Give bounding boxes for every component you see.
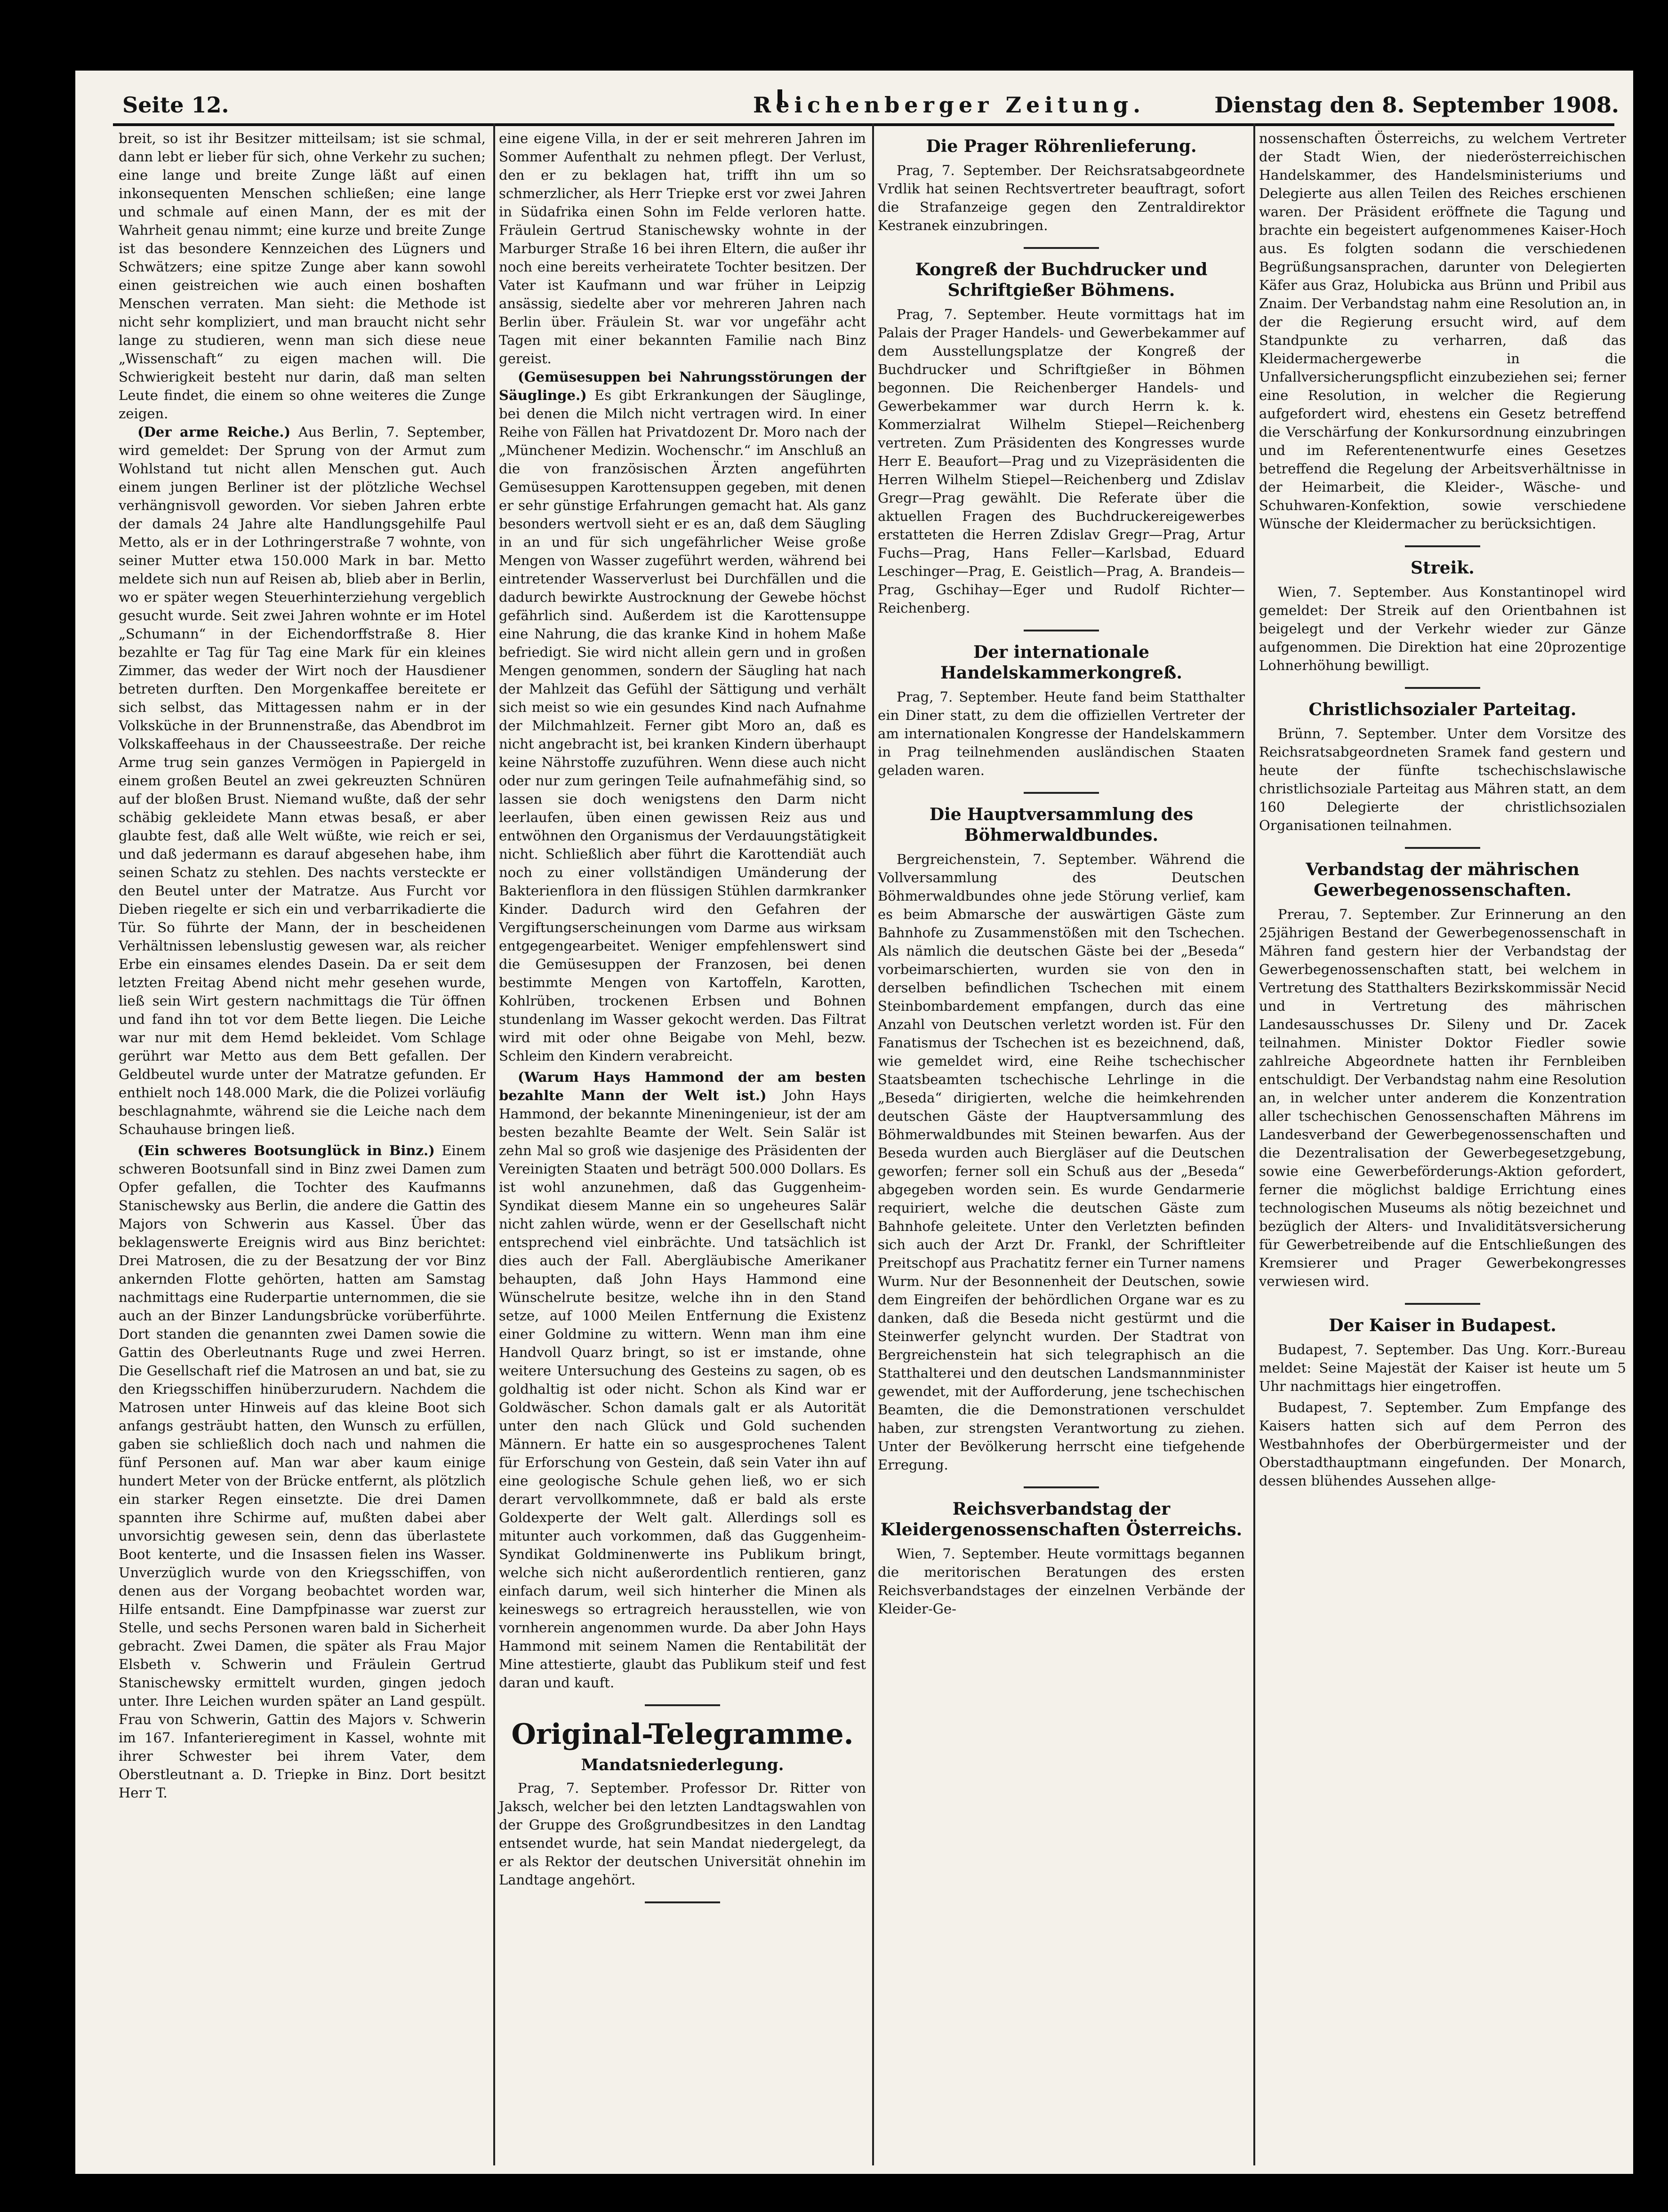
- article-headline: Der internationale Handelskammerkongreß.: [940, 642, 1182, 683]
- article-paragraph: [119, 423, 486, 1139]
- header-rule: [113, 123, 1614, 126]
- article-body: Budapest, 7. September. Zum Empfange des Kaisers hatten sich auf dem Perron des Westbahnhofes der Oberbürgermeister und der Oberstadthauptmann eingefunden. Der Monarch, dessen blühendes Aussehen allge-: [1259, 1399, 1626, 1489]
- article-lead: (Ein schweres Bootsunglück in Binz.): [137, 1142, 435, 1158]
- section-rule: [645, 1704, 720, 1706]
- column-1: [119, 129, 486, 1805]
- article-body: Prag, 7. September. Heute fand beim Statthalter ein Diner statt, zu dem die offiziellen Vertreter der am internationalen Kongresse der Handelskammern in Prag teilnehmenden ausländischen Staaten geladen waren.: [878, 689, 1245, 778]
- article-body: Prerau, 7. September. Zur Erinnerung an den 25jährigen Bestand der Gewerbegenossenschaft in Mähren fand gestern hier der Verbandstag der Gewerbegenossenschaften statt, bei welchem in Vertretung des Statthalters Bezirkskommissär Necid und in Vertretung des mährischen Landesausschusses Dr. Sileny und Dr. Zacek teilnahmen. Minister Doktor Fiedler sowie zahlreiche Abgeordnete hatten ihr Fernbleiben entschuldigt. Der Verbandstag nahm eine Resolution an, in welcher unter anderem die Konzentration aller tschechischen Genossenschaften Mährens im Landesverband der Gewerbegenossenschaften und die Dezentralisation der Gewerbegesetzgebung, sowie eine Gewerbeförderungs-Aktion gefordert, ferner die möglichst baldige Errichtung eines technologischen Museums als nötig bezeichnet und bezüglich der Alters- und Invaliditätsversicherung für Gewerbetreibende auf die Entschließungen des Kremsierer und Prager Gewerbekongresses verwiesen wird.: [1259, 906, 1626, 1289]
- article-body: Prag, 7. September. Professor Dr. Ritter von Jaksch, welcher bei den letzten Landtagswahlen von der Gruppe des Großgrundbesitzes in den Landtag entsendet wurde, hat sein Mandat niedergelegt, da er als Rektor der deutschen Universität ohnehin im Landtage angehört.: [499, 1780, 866, 1888]
- article-headline: Reichsverbandstag der Kleidergenossenschaften Österreichs.: [880, 1499, 1243, 1540]
- article-rule: [1405, 847, 1480, 849]
- page-number: Seite 12.: [122, 92, 229, 118]
- article-headline: Die Prager Röhrenlieferung.: [926, 136, 1197, 156]
- article-rule: [1024, 630, 1099, 631]
- section-heading: Original-Telegramme.: [511, 1718, 854, 1751]
- article-body: Aus Berlin, 7. September, wird gemeldet: Der Sprung von der Armut zum Wohlstand tut nicht allen Menschen gut. Auch einem jungen Berliner ist der plötzliche Wechsel verhängnisvoll geworden. Vor sieben Jahren erbte der damals 24 Jahre alte Handlungsgehilfe Paul Metto, als er in der Lothringerstraße 7 wohnte, von seiner Mutter etwa 150.000 Mark in bar. Metto meldete sich nun auf Reisen ab, blieb aber in Berlin, wo er später wegen Steuerhinterziehung vergeblich gesucht wurde. Seit zwei Jahren wohnte er im Hotel „Schumann“ in der Eichendorffstraße 8. Hier bezahlte er Tag für Tag eine Mark für ein kleines Zimmer, das weder der Wirt noch der Hausdiener betreten durften. Den Morgenkaffee bereitete er sich selbst, das Mittagessen nahm er in der Volksküche in der Brunnenstraße, das Abendbrot im Volkskaffeehaus in der Chausseestraße. Der reiche Arme trug sein ganzes Vermögen in Papiergeld in einem großen Beutel an zwei gekreuzten Schnüren auf der bloßen Brust. Niemand wußte, daß der sehr schäbig gekleidete Mann etwas besaß, er aber glaubte fest, daß alle Welt wüßte, wie reich er sei, und daß jedermann es darauf abgesehen habe, ihm seinen Schatz zu stehlen. Des nachts versteckte er den Beutel unter der Matratze. Aus Furcht vor Dieben riegelte er sich ein und verbarrikadierte die Tür. So führte der Mann, der in bescheidenen Verhältnissen lebenslustig gewesen war, als reicher Erbe ein einsames elendes Dasein. Da er seit dem letzten Freitag Abend nicht mehr gesehen wurde, ließ sein Wirt gestern nachmittags die Tür öffnen und fand ihn tot vor dem Bette liegen. Die Leiche war nur mit dem Hemd bekleidet. Vom Schlage gerührt war Metto aus dem Bett gefallen. Der Geldbeutel wurde unter der Matratze gefunden. Er enthielt noch 148.000 Mark, die die Polizei vorläufig beschlagnahmte, während sie die Leiche nach dem Schauhause bringen ließ.: [119, 424, 486, 1137]
- article-body: Prag, 7. September. Der Reichsratsabgeordnete Vrdlik hat seinen Rechtsvertreter beauftragt, sofort die Strafanzeige gegen den Zentraldirektor Kestranek einzubringen.: [878, 162, 1245, 233]
- article-rule: [1024, 792, 1099, 794]
- article-lead: (Der arme Reiche.): [137, 424, 291, 440]
- article-body: Einem schweren Bootsunfall sind in Binz zwei Damen zum Opfer gefallen, die Tochter des Kaufmanns Stanischewsky aus Berlin, die andere die Gattin des Majors von Schwerin aus Kassel. Über das beklagenswerte Ereignis wird aus Binz berichtet: Drei Matrosen, die zu der Besatzung der vor Binz ankernden Flotte gehörten, hatten am Samstag nachmittags eine Ruderpartie unternommen, die sie auch an der Binzer Landungsbrücke vorüberführte. Dort standen die genannten zwei Damen sowie die Gattin des Oberleutnants Ruge und zwei Herren. Die Gesellschaft rief die Matrosen an und bat, sie zu den Kriegsschiffen hinüberzurudern. Nachdem die Matrosen unter Hinweis auf das kleine Boot sich anfangs gesträubt hatten, den Wunsch zu erfüllen, gaben sie schließlich doch nach und nahmen die fünf Personen auf. Man war aber kaum einige hundert Meter von der Brücke entfernt, als plötzlich ein starker Regen einsetzte. Die drei Damen spannten ihre Schirme auf, mußten dabei aber unvorsichtig gewesen sein, denn das überlastete Boot kenterte, und die Insassen fielen ins Wasser. Unverzüglich wurde von den Kriegsschiffen, von denen aus der Vorgang beobachtet worden war, Hilfe entsandt. Eine Dampfpinasse war zuerst zur Stelle, und sechs Personen waren bald in Sicherheit gebracht. Zwei Damen, die später als Frau Major Elsbeth v. Schwerin und Fräulein Gertrud Stanischewsky ermittelt wurden, gingen jedoch unter. Ihre Leichen wurden später an Land gespült. Frau von Schwerin, Gattin des Majors v. Schwerin im 167. Infanterieregiment in Kassel, wohnte mit ihrer Schwester bei ihrem Vater, dem Oberstleutnant a. D. Triepke in Binz. Dort besitzt Herr T.: [119, 1142, 486, 1801]
- article-headline: Die Hauptversammlung des Böhmerwaldbundes.: [929, 805, 1194, 845]
- article-continued: eine eigene Villa, in der er seit mehreren Jahren im Sommer Aufenthalt zu nehmen pflegt. Der Verlust, den er zu beklagen hat, trifft ihn um so schmerzlicher, als Herr Triepke erst vor zwei Jahren in Südafrika einen Sohn im Felde verloren hatte. Fräulein Gertrud Stanischewsky wohnte in der Marburger Straße 16 bei ihren Eltern, die außer ihr noch eine bereits verheiratete Tochter besitzen. Der Vater ist Kaufmann und war früher in Leipzig ansässig, siedelte aber vor mehreren Jahren nach Berlin über. Fräulein St. war vor ungefähr acht Tagen mit einer bekannten Familie nach Binz gereist.: [499, 130, 866, 367]
- article-rule: [1405, 687, 1480, 689]
- article-headline: Verbandstag der mährischen Gewerbegenossenschaften.: [1306, 860, 1580, 900]
- column-2: [499, 129, 866, 1914]
- article-headline: Christlichsozialer Parteitag.: [1308, 700, 1577, 719]
- article-rule: [1024, 247, 1099, 249]
- issue-date: Dienstag den 8. September 1908.: [1214, 92, 1619, 118]
- running-header: [122, 71, 1619, 122]
- section-rule: [645, 1901, 720, 1903]
- article-rule: [1405, 1303, 1480, 1305]
- newspaper-title: Reichenberger Zeitung.: [753, 92, 1146, 118]
- article-rule: [1405, 545, 1480, 547]
- column-4: [1259, 129, 1626, 1493]
- column-divider: [1253, 123, 1255, 2165]
- article-body: Es gibt Erkrankungen der Säuglinge, bei denen die Milch nicht vertragen wird. In einer Reihe von Fällen hat Privatdozent Dr. Moro nach der „Münchener Medizin. Wochenschr.“ im Anschluß an die von französischen Ärzten angeführten Gemüsesuppen Karottensuppen gegeben, mit denen er sehr günstige Erfahrungen gemacht hat. Als ganz besonders wertvoll sieht er es an, daß dem Säugling in an und für sich ungefährlicher Weise große Mengen von Wasser zugeführt werden, während bei eintretender Wasserverlust bei Durchfällen und die dadurch bewirkte Austrocknung der Gewebe höchst gefährlich sind. Außerdem ist die Karottensuppe eine Nahrung, die das kranke Kind in hohem Maße befriedigt. Sie wird nicht allein gern und in großen Mengen genommen, sondern der Säugling hat nach der Mahlzeit das Gefühl der Sättigung und verhält sich meist so wie ein gesundes Kind nach Aufnahme der Milchmahlzeit. Ferner gibt Moro an, daß es nicht angebracht ist, bei kranken Kindern überhaupt keine Nährstoffe zuzuführen. Wenn diese auch nicht oder nur zum geringen Teile aufnahmefähig sind, so lassen sie doch wenigstens den Darm nicht leerlaufen, üben einen gewissen Reiz aus und entwöhnen den Organismus der Verdauungstätigkeit nicht. Schließlich aber führt die Karottendiät auch noch zu einer vollständigen Umänderung der Bakterienflora in den flüssigen Stühlen darmkranker Kinder. Dadurch wird den Gefahren der Vergiftungserscheinungen vom Darme aus wirksam entgegengearbeitet. Weniger empfehlenswert sind die Gemüsesuppen der Franzosen, bei denen bestimmte Mengen von Kartoffeln, Karotten, Kohlrüben, trockenen Erbsen und Bohnen stundenlang im Wasser gekocht werden. Das Filtrat wird mit oder ohne Beigabe von Mehl, bezw. Schleim den Kindern verabreicht.: [499, 387, 866, 1064]
- article-headline: Der Kaiser in Budapest.: [1329, 1316, 1556, 1335]
- article-rule: [1024, 1486, 1099, 1488]
- article-lead: (Gemüsesuppen bei Nahrungsstörungen der Säuglinge.): [499, 369, 866, 403]
- article-continued: breit, so ist ihr Besitzer mitteilsam; ist sie schmal, dann lebt er lieber für sich, ohne Verkehr zu suchen; eine lange und breite Zunge läßt auf einen inkonsequenten Menschen schließen; eine lange und schmale auf einen Mann, der es mit der Wahrheit genau nimmt; eine kurze und breite Zunge ist das besondere Kennzeichen des Lügners und Schwätzers; eine spitze Zunge aber kann sowohl einen geistreichen wie auch einen boshaften Menschen verraten. Man sieht: die Methode ist nicht sehr kompliziert, und man braucht nicht sehr lange zu studieren, wenn man sich diese neue „Wissenschaft“ zu eigen machen will. Die Schwierigkeit besteht nur darin, daß man selten Leute findet, die einem so ohne weiteres die Zunge zeigen.: [119, 130, 486, 422]
- article-headline: Streik.: [1411, 558, 1475, 578]
- article-paragraph: [499, 1068, 866, 1692]
- article-body: Budapest, 7. September. Das Ung. Korr.-Bureau meldet: Seine Majestät der Kaiser ist heute um 5 Uhr nachmittags hier eingetroffen.: [1259, 1342, 1626, 1394]
- column-divider: [493, 123, 495, 2165]
- article-body: Prag, 7. September. Heute vormittags hat im Palais der Prager Handels- und Gewerbekammer auf dem Ausstellungsplatze der Kongreß der Buchdrucker und Schriftgießer in Böhmen begonnen. Die Reichenberger Handels- und Gewerbekammer war durch Herrn k. k. Kommerzialrat Wilhelm Stiepel—Reichenberg vertreten. Zum Präsidenten des Kongresses wurde Herr E. Beaufort—Prag und zu Vizepräsidenten die Herren Wilhelm Stiepel—Reichenberg und Zdislav Gregr—Prag gewählt. Die Referate über die aktuellen Fragen des Buchdruckereigewerbes erstatteten die Herren Zdislav Gregr—Prag, Artur Fuchs—Prag, Hans Feller—Karlsbad, Eduard Leschinger—Prag, E. Geistlich—Prag, A. Brandeis—Prag, Gschihay—Eger und Rudolf Richter—Reichenberg.: [878, 306, 1245, 616]
- column-divider: [872, 123, 874, 2165]
- newspaper-page: [75, 71, 1633, 2174]
- article-paragraph: [119, 1142, 486, 1802]
- article-body: Wien, 7. September. Aus Konstantinopel wird gemeldet: Der Streik auf den Orientbahnen ist beigelegt und der Verkehr wieder zur Gänze aufgenommen. Die Direktion hat eine 20prozentige Lohnerhöhung bewilligt.: [1259, 584, 1626, 673]
- article-headline: Mandatsniederlegung.: [581, 1756, 784, 1774]
- article-body: John Hays Hammond, der bekannte Mineningenieur, ist der am besten bezahlte Beamte der Welt. Sein Salär ist zehn Mal so groß wie dasjenige des Präsidenten der Vereinigten Staaten und beträgt 500.000 Dollars. Es ist wohl anzunehmen, daß das Guggenheim-Syndikat diesem Manne ein so ungeheures Salär nicht zahlen würde, wenn er der Gesellschaft nicht entsprechend viel einbrächte. Und tatsächlich ist dies auch der Fall. Abergläubische Amerikaner behaupten, daß John Hays Hammond eine Wünschelrute besitze, welche ihn in den Stand setze, auf 1000 Meilen Entfernung die Existenz einer Goldmine zu wittern. Wenn man ihm eine Handvoll Quarz bringt, so ist er imstande, ohne weitere Untersuchung des Gesteins zu sagen, ob es goldhaltig ist oder nicht. Schon als Kind war er Goldwäscher. Schon damals galt er als Autorität unter den nach Glück und Gold suchenden Männern. Er hatte ein so ausgesprochenes Talent für Erforschung von Gestein, daß sein Vater ihn auf eine geologische Schule gehen ließ, wo er sich derart vervollkommnete, daß er bald als erste Goldexperte der Welt galt. Allerdings soll es mitunter auch vorkommen, daß das Guggenheim-Syndikat Goldminenwerte ins Publikum bringt, welche sich nicht außerordentlich rentieren, ganz einfach darum, weil sich hinterher die Minen als keineswegs so ertragreich herausstellen, wie von vornherein angenommen wurde. Da aber John Hays Hammond mit seinem Namen die Rentabilität der Mine attestierte, glaubt das Publikum steif und fest daran und kauft.: [499, 1087, 866, 1691]
- article-headline: Kongreß der Buchdrucker und Schriftgießer Böhmens.: [915, 260, 1208, 300]
- article-continued: nossenschaften Österreichs, zu welchem Vertreter der Stadt Wien, der niederösterreichischen Handelskammer, des Handelsministeriums und Delegierte aus allen Teilen des Reiches erschienen waren. Der Präsident eröffnete die Tagung und brachte ein begeistert aufgenommenes Kaiser-Hoch aus. Es folgten sodann die verschiedenen Begrüßungsansprachen, darunter von Delegierten Käfer aus Graz, Holubicka aus Brünn und Pribil aus Znaim. Der Verbandstag nahm eine Resolution an, in der die Regierung ersucht wird, auf dem Standpunkte zu verharren, daß das Kleidermachergewerbe in die Unfallversicherungspflicht einzubeziehen sei; ferner eine Resolution, in welcher die Regierung aufgefordert wird, ehestens ein Gesetz betreffend die Verschärfung der Konkursordnung einzubringen und im Referentenentwurfe eines Gesetzes betreffend die Regelung der Arbeitsverhältnisse in der Heimarbeit, die Kleider-, Wäsche- und Schuhwaren-Konfektion, sowie verschiedene Wünsche der Kleidermacher zu berücksichtigen.: [1259, 130, 1626, 532]
- article-body: Brünn, 7. September. Unter dem Vorsitze des Reichsratsabgeordneten Sramek fand gestern und heute der fünfte tschechischslawische christlichsoziale Parteitag aus Mähren statt, an dem 160 Delegierte der christlichsozialen Organisationen teilnahmen.: [1259, 726, 1626, 833]
- column-3: [878, 129, 1245, 1621]
- article-body: Wien, 7. September. Heute vormittags begannen die meritorischen Beratungen des ersten Reichsverbandstages der einzelnen Verbände der Kleider-Ge-: [878, 1546, 1245, 1617]
- article-paragraph: [499, 368, 866, 1065]
- article-body: Bergreichenstein, 7. September. Während die Vollversammlung des Deutschen Böhmerwaldbundes ohne jede Störung verlief, kam es beim Abmarsche der auswärtigen Gäste zum Bahnhofe zu Zusammenstößen mit den Tschechen. Als nämlich die deutschen Gäste bei der „Beseda“ vorbeimarschierten, wurden sie von den in derselben befindlichen Tschechen mit einem Steinbombardement empfangen, durch das eine Anzahl von Deutschen verletzt worden ist. Für den Fanatismus der Tschechen ist es bezeichnend, daß, wie gemeldet wird, eine Reihe tschechischer Staatsbeamten tschechische Lehrlinge in die „Beseda“ dirigierten, welche die heimkehrenden deutschen Gäste der Hauptversammlung des Böhmerwaldbundes mit Steinen bewarfen. Aus der Beseda wurden auch Biergläser auf die Deutschen geworfen; ferner soll ein Schuß aus der „Beseda“ abgegeben worden sein. Es wurde Gendarmerie requiriert, welche die deutschen Gäste zum Bahnhofe geleitete. Unter den Verletzten befinden sich auch der Arzt Dr. Frankl, der Schriftleiter Preitschopf aus Prachatitz ferner ein Turner namens Wurm. Nur der Besonnenheit der Deutschen, sowie dem Eingreifen der behördlichen Organe war es zu danken, daß die Beseda nicht gestürmt und die Steinwerfer gelyncht wurden. Der Stadtrat von Bergreichenstein hat sich telegraphisch an die Statthalterei und den deutschen Landsmannminister gewendet, mit der Aufforderung, jene tschechischen Beamten, die die Demonstrationen verschuldet haben, zur strengsten Verantwortung zu ziehen. Unter der Bevölkerung herrscht eine tiefgehende Erregung.: [878, 851, 1245, 1473]
- article-lead: (Warum Hays Hammond der am besten bezahlte Mann der Welt ist.): [499, 1069, 866, 1103]
